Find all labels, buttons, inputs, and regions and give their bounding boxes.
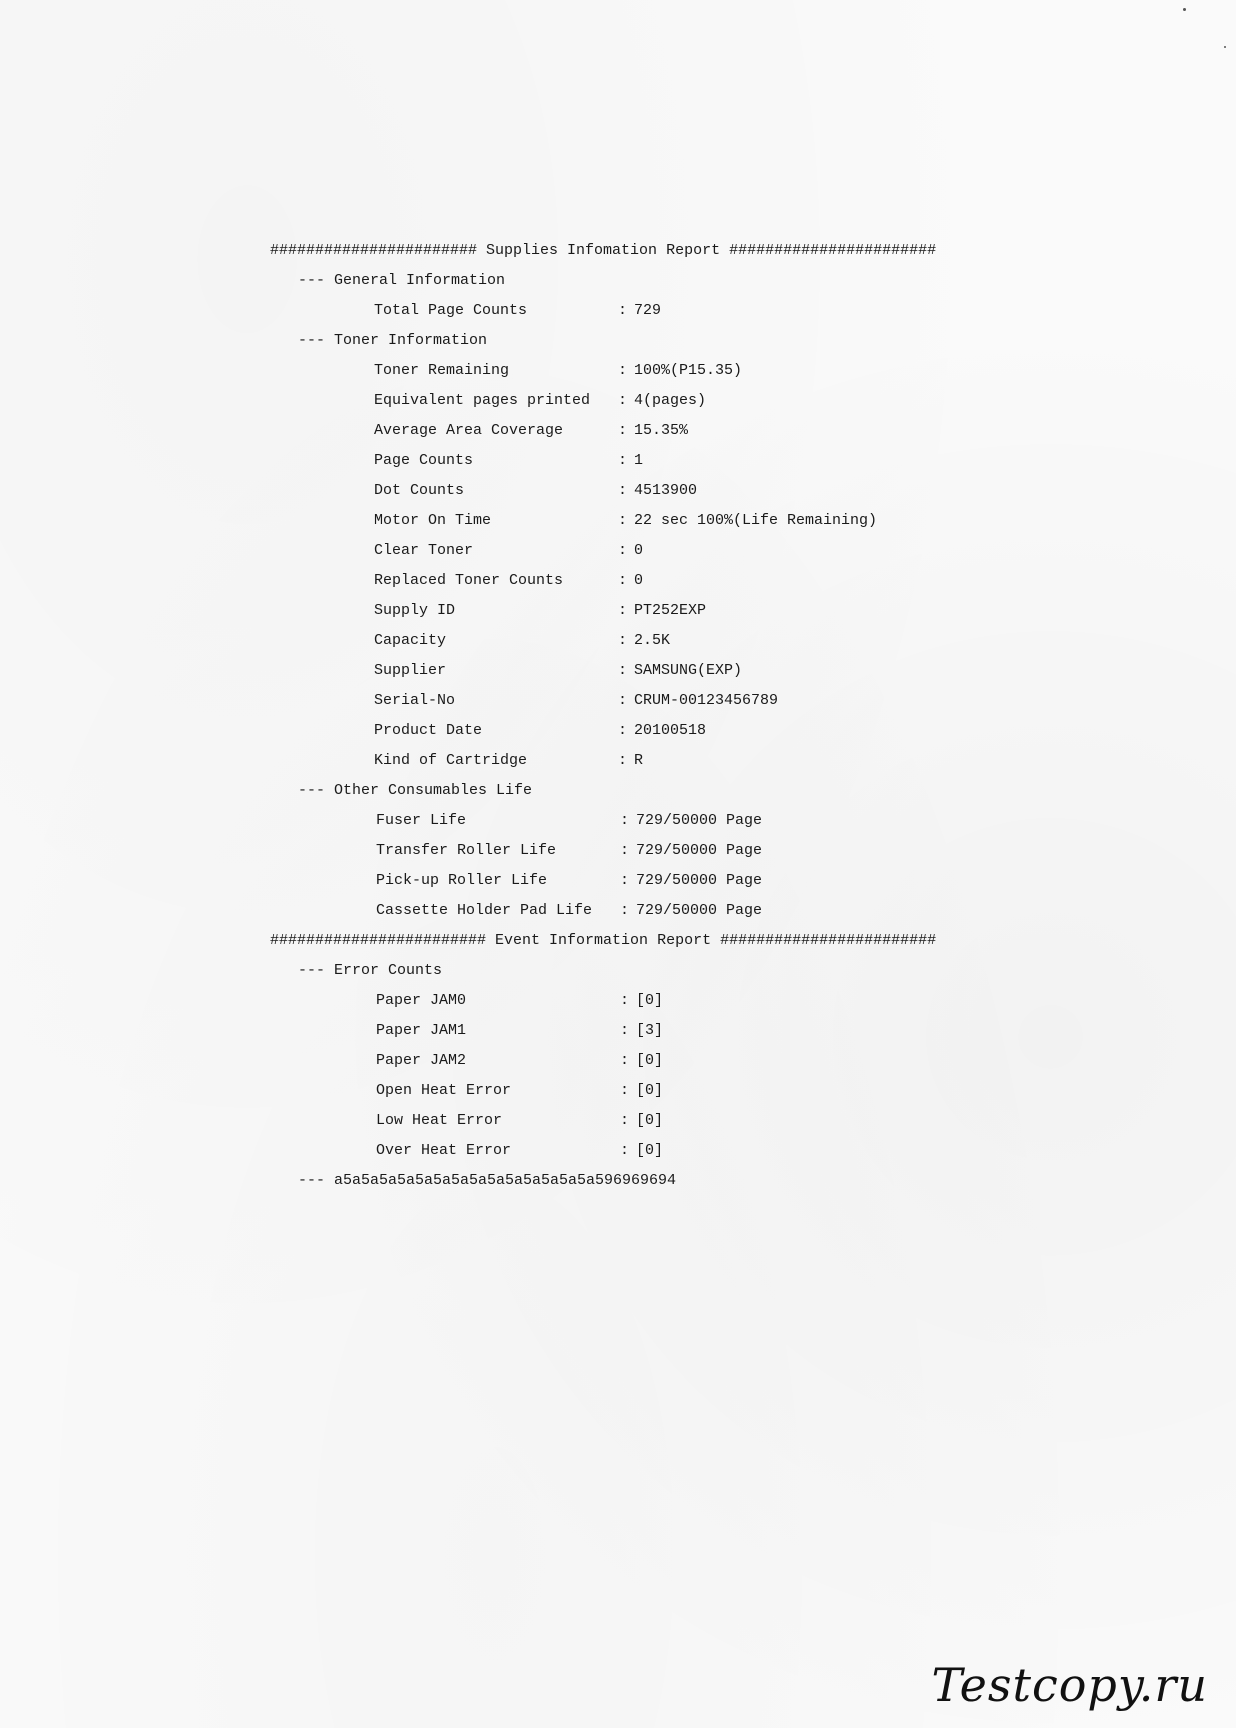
row-label: Supplier xyxy=(374,662,447,679)
row-separator: : xyxy=(620,1142,630,1159)
report-row xyxy=(270,566,970,596)
footer-hash-line: --- a5a5a5a5a5a5a5a5a5a5a5a5a5a5a596969694 xyxy=(298,1172,677,1189)
row-value: 20100518 xyxy=(634,722,707,739)
row-value: [0] xyxy=(636,1082,664,1099)
report-row xyxy=(270,356,970,386)
row-label: Fuser Life xyxy=(376,812,467,829)
row-label: Kind of Cartridge xyxy=(374,752,528,769)
row-label: Dot Counts xyxy=(374,482,465,499)
row-label: Toner Remaining xyxy=(374,362,510,379)
row-label: Paper JAM2 xyxy=(376,1052,467,1069)
report-row xyxy=(270,716,970,746)
row-value: 729/50000 Page xyxy=(636,842,763,859)
row-label: Page Counts xyxy=(374,452,474,469)
row-value: SAMSUNG(EXP) xyxy=(634,662,743,679)
row-value: 729/50000 Page xyxy=(636,812,763,829)
report-row xyxy=(270,1136,970,1166)
row-separator: : xyxy=(620,1112,630,1129)
row-value: [0] xyxy=(636,992,664,1009)
report-row xyxy=(270,386,970,416)
toner-info-heading: --- Toner Information xyxy=(298,332,488,349)
consumables-heading: --- Other Consumables Life xyxy=(298,782,533,799)
report-row xyxy=(270,446,970,476)
report-row xyxy=(270,686,970,716)
report-row xyxy=(270,1076,970,1106)
row-value: [3] xyxy=(636,1022,664,1039)
row-value: 0 xyxy=(634,572,644,589)
supplies-report xyxy=(270,236,970,1196)
row-value: [0] xyxy=(636,1052,664,1069)
event-report-banner: ######################## Event Information Report ######################## xyxy=(270,932,937,949)
row-separator: : xyxy=(618,722,628,739)
row-label: Paper JAM1 xyxy=(376,1022,467,1039)
row-value: [0] xyxy=(636,1112,664,1129)
row-value: 729 xyxy=(634,302,662,319)
row-separator: : xyxy=(618,512,628,529)
row-label: Pick-up Roller Life xyxy=(376,872,548,889)
row-label: Average Area Coverage xyxy=(374,422,564,439)
report-row xyxy=(270,1046,970,1076)
row-label: Serial-No xyxy=(374,692,456,709)
row-value: CRUM-00123456789 xyxy=(634,692,779,709)
row-label: Equivalent pages printed xyxy=(374,392,591,409)
report-row xyxy=(270,536,970,566)
report-row xyxy=(270,1106,970,1136)
row-label: Clear Toner xyxy=(374,542,474,559)
report-row xyxy=(270,806,970,836)
row-separator: : xyxy=(618,302,628,319)
row-value: 729/50000 Page xyxy=(636,902,763,919)
row-separator: : xyxy=(620,1022,630,1039)
toner-info-list xyxy=(270,356,970,776)
row-label: Product Date xyxy=(374,722,483,739)
row-label: Low Heat Error xyxy=(376,1112,503,1129)
row-separator: : xyxy=(618,392,628,409)
row-separator: : xyxy=(620,872,630,889)
report-row xyxy=(270,836,970,866)
row-separator: : xyxy=(618,422,628,439)
general-info-heading: --- General Information xyxy=(298,272,506,289)
row-value: 22 sec 100%(Life Remaining) xyxy=(634,512,878,529)
row-separator: : xyxy=(618,452,628,469)
row-separator: : xyxy=(618,362,628,379)
row-value: R xyxy=(634,752,644,769)
row-label: Total Page Counts xyxy=(374,302,528,319)
supplies-report-banner: ####################### Supplies Infomation Report ####################### xyxy=(270,242,937,259)
row-separator: : xyxy=(620,992,630,1009)
row-separator: : xyxy=(620,842,630,859)
row-separator: : xyxy=(618,602,628,619)
error-counts-heading: --- Error Counts xyxy=(298,962,443,979)
row-label: Cassette Holder Pad Life xyxy=(376,902,593,919)
row-label: Transfer Roller Life xyxy=(376,842,557,859)
report-row xyxy=(270,476,970,506)
row-value: 0 xyxy=(634,542,644,559)
row-value: 729/50000 Page xyxy=(636,872,763,889)
row-separator: : xyxy=(620,902,630,919)
row-separator: : xyxy=(620,812,630,829)
report-row xyxy=(270,896,970,926)
row-value: 1 xyxy=(634,452,644,469)
row-label: Motor On Time xyxy=(374,512,492,529)
row-label: Replaced Toner Counts xyxy=(374,572,564,589)
row-label: Over Heat Error xyxy=(376,1142,512,1159)
row-separator: : xyxy=(620,1082,630,1099)
report-row xyxy=(270,296,970,326)
row-value: 4(pages) xyxy=(634,392,707,409)
row-value: 100%(P15.35) xyxy=(634,362,743,379)
row-label: Open Heat Error xyxy=(376,1082,512,1099)
row-value: [0] xyxy=(636,1142,664,1159)
row-separator: : xyxy=(618,482,628,499)
report-row xyxy=(270,506,970,536)
general-info-list xyxy=(270,296,970,326)
watermark-text: Testcopy.ru xyxy=(931,1658,1208,1712)
consumables-list xyxy=(270,806,970,926)
report-row xyxy=(270,626,970,656)
scan-speck xyxy=(1183,8,1186,11)
row-value: 2.5K xyxy=(634,632,671,649)
error-counts-list xyxy=(270,986,970,1166)
row-label: Paper JAM0 xyxy=(376,992,467,1009)
report-row xyxy=(270,656,970,686)
row-separator: : xyxy=(620,1052,630,1069)
row-separator: : xyxy=(618,692,628,709)
row-separator: : xyxy=(618,662,628,679)
row-separator: : xyxy=(618,572,628,589)
report-row xyxy=(270,596,970,626)
row-separator: : xyxy=(618,632,628,649)
report-row xyxy=(270,986,970,1016)
report-row xyxy=(270,416,970,446)
row-value: PT252EXP xyxy=(634,602,707,619)
row-value: 4513900 xyxy=(634,482,698,499)
row-separator: : xyxy=(618,542,628,559)
row-label: Capacity xyxy=(374,632,447,649)
row-label: Supply ID xyxy=(374,602,456,619)
row-value: 15.35% xyxy=(634,422,689,439)
report-row xyxy=(270,746,970,776)
report-row xyxy=(270,866,970,896)
scan-speck xyxy=(1224,46,1226,48)
report-row xyxy=(270,1016,970,1046)
row-separator: : xyxy=(618,752,628,769)
